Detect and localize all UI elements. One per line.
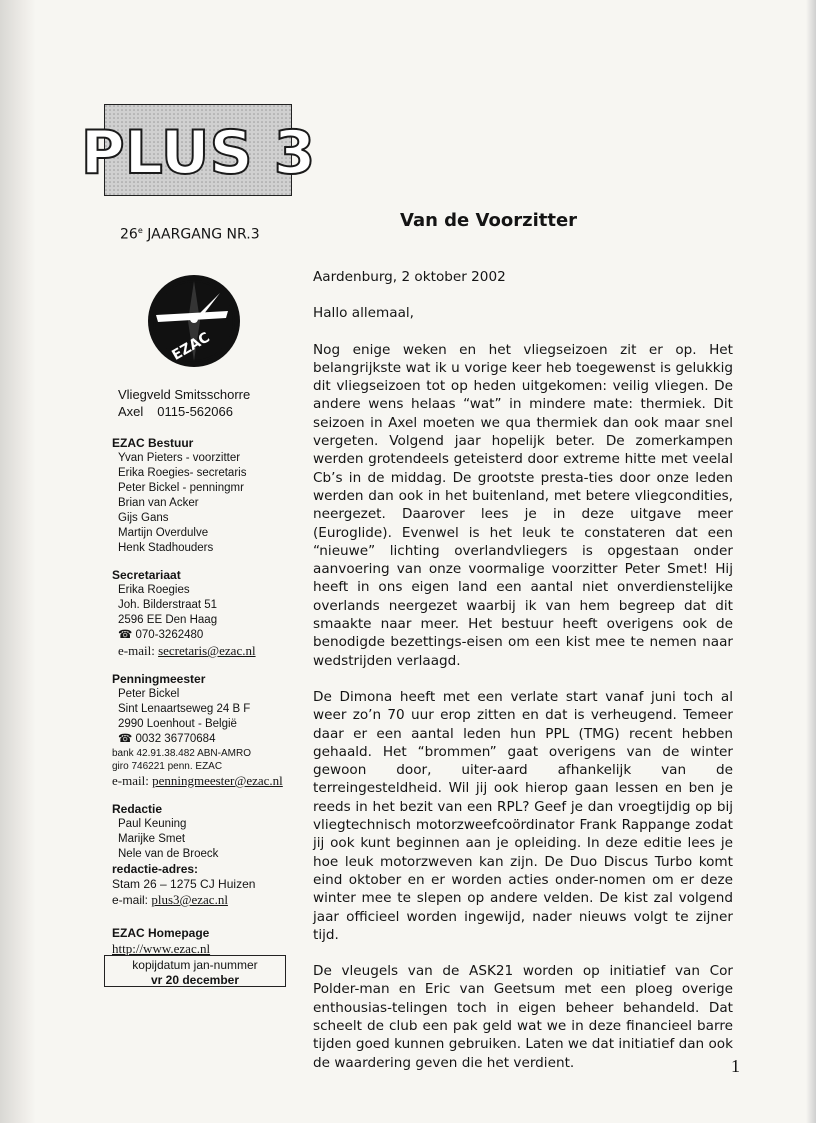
greeting: Hallo allemaal,: [313, 305, 414, 322]
letter-paragraph: De vleugels van de ASK21 worden op initiatief van Cor Polder-man en Eric van Geetsum met een ploeg overige enthousias-telingen toch in eigen beheer behandeld. Dat scheelt de club een pak geld wat we in deze financieel barre tijden goed kunnen gebruiken. Laten we dat initiatief dan ook de waardering geven die het verdient.: [313, 963, 733, 1071]
letter-paragraph: De Dimona heeft met een verlate start vanaf juni toch al weer zo’n 70 uur erop zitten en dat is verheugend. Temeer daar er een aantal leden hun PPL (TMG) recent hebben gehaald. Het “brommen” gaat overigens van de winter gewoon door, uiter-aard afhankelijk van de terreingesteldheid. Wil jij ook hierop gaan lessen en ben je reeds in het bezit van een RPL? Geef je dan vroegtijdig op bij vliegtechnisch motorzweefcoördinator Frank Rappange zodat jij ook kunt beginnen aan je opleiding. In deze editie lees je hoe leuk motorzweven kan zijn. De Duo Discus Turbo komt eind oktober en er worden acties onder-nomen om er deze winter mee te slepen op andere velden. De kist zal volgend jaar officieel worden ingewijd, nader nieuws volgt te zijner tijd.: [313, 688, 733, 943]
penningmeester-email-row: e-mail: penningmeester@ezac.nl: [112, 773, 283, 788]
redactie-member: Paul Keuning: [118, 818, 187, 830]
penningmeester-email-link[interactable]: penningmeester@ezac.nl: [152, 773, 283, 788]
homepage-link[interactable]: http://www.ezac.nl: [112, 941, 211, 956]
bestuur-member: Martijn Overdulve: [118, 527, 209, 539]
redactie-email-row: e-mail: plus3@ezac.nl: [112, 892, 228, 907]
secretariaat-email-link[interactable]: secretaris@ezac.nl: [158, 643, 256, 658]
page-number: 1: [731, 1056, 740, 1076]
bank-account: bank 42.91.38.482 ABN-AMRO: [112, 748, 251, 759]
bestuur-member: Gijs Gans: [118, 512, 169, 524]
sidebar: [112, 386, 302, 956]
page-edge-shadow: [0, 0, 36, 1123]
jaargang-label: 26e JAARGANG NR.3: [120, 226, 260, 243]
bestuur-member: Yvan Pieters - voorzitter: [118, 452, 241, 464]
bestuur-heading: EZAC Bestuur: [112, 436, 194, 450]
kopij-deadline-box: [104, 955, 286, 987]
redactie-member: Nele van de Broeck: [118, 848, 219, 860]
penningmeester-heading: Penningmeester: [112, 672, 206, 686]
page-title: Van de Voorzitter: [400, 210, 578, 231]
secretariaat-phone: ☎ 070-3262480: [118, 629, 204, 641]
penningmeester-line: 2990 Loenhout - België: [118, 718, 237, 730]
penningmeester-line: Sint Lenaartseweg 24 B F: [118, 703, 251, 715]
secretariaat-line: 2596 EE Den Haag: [118, 614, 218, 626]
letter-body: [313, 268, 733, 1072]
bestuur-member: Brian van Acker: [118, 497, 199, 509]
redactie-email-link[interactable]: plus3@ezac.nl: [151, 892, 228, 907]
secretariaat-line: Erika Roegies: [118, 584, 190, 596]
homepage-heading: EZAC Homepage: [112, 926, 210, 940]
secretariaat-line: Joh. Bilderstraat 51: [118, 599, 218, 611]
redactie-adres: Stam 26 – 1275 CJ Huizen: [112, 877, 256, 891]
plus3-logo: [80, 104, 316, 196]
logo-text: PLUS 3: [80, 118, 316, 188]
bestuur-member: Henk Stadhouders: [118, 542, 214, 554]
giro-account: giro 746221 penn. EZAC: [112, 761, 223, 772]
secretariaat-heading: Secretariaat: [112, 568, 181, 582]
redactie-heading: Redactie: [112, 802, 163, 816]
kopij-label: kopijdatum jan-nummer: [132, 958, 258, 972]
airfield-contact: Axel 0115-562066: [118, 404, 233, 419]
bestuur-member: Peter Bickel - penningmr: [118, 482, 244, 494]
redactie-adres-heading: redactie-adres:: [112, 862, 199, 876]
bestuur-member: Erika Roegies- secretaris: [118, 467, 247, 479]
ezac-emblem: [146, 273, 242, 373]
redactie-member: Marijke Smet: [118, 833, 186, 845]
secretariaat-email-row: e-mail: secretaris@ezac.nl: [118, 643, 256, 658]
letter-paragraph: Nog enige weken en het vliegseizoen zit er op. Het belangrijkste wat ik u vorige keer heb toegewenst is gelukkig dit vliegseizoen tot op heden uitgekomen: veilig vliegen. De andere wens helaas “wat” in mindere mate: thermiek. Dit seizoen in Axel moeten we qua thermiek dan ook maar snel vergeten. Volgend jaar hopelijk beter. De zomerkampen werden grotendeels geteisterd door extreme hitte met veelal Cb’s in de middag. De grootste presta-ties door onze leden werden dan ook in het buitenland, met betere vliegcondities, neergezet. Daarover lees je in deze uitgave meer (Euroglide). Evenwel is het leuk te constateren dat een “nieuwe” lichting overlandvliegers is opgestaan onder aanvoering van onze voormalige voorzitter Peter Smet! Hij heeft in ons eigen land een aantal niet onverdienstelijke overlands neergezet waarbij ik van hem begreep dat dit smaakte naar meer. Het bestuur heeft overigens ook de benodigde bezettings-eisen om een kist mee te nemen naar wedstrijden verlaagd.: [313, 341, 733, 669]
penningmeester-phone: ☎ 0032 36770684: [118, 733, 216, 745]
penningmeester-line: Peter Bickel: [118, 688, 180, 700]
dateline: Aardenburg, 2 oktober 2002: [313, 269, 506, 285]
emblem-text: EZAC: [169, 329, 213, 364]
page-right-edge: [806, 0, 816, 1123]
kopij-date: vr 20 december: [150, 973, 240, 987]
airfield-name: Vliegveld Smitsschorre: [118, 387, 251, 402]
